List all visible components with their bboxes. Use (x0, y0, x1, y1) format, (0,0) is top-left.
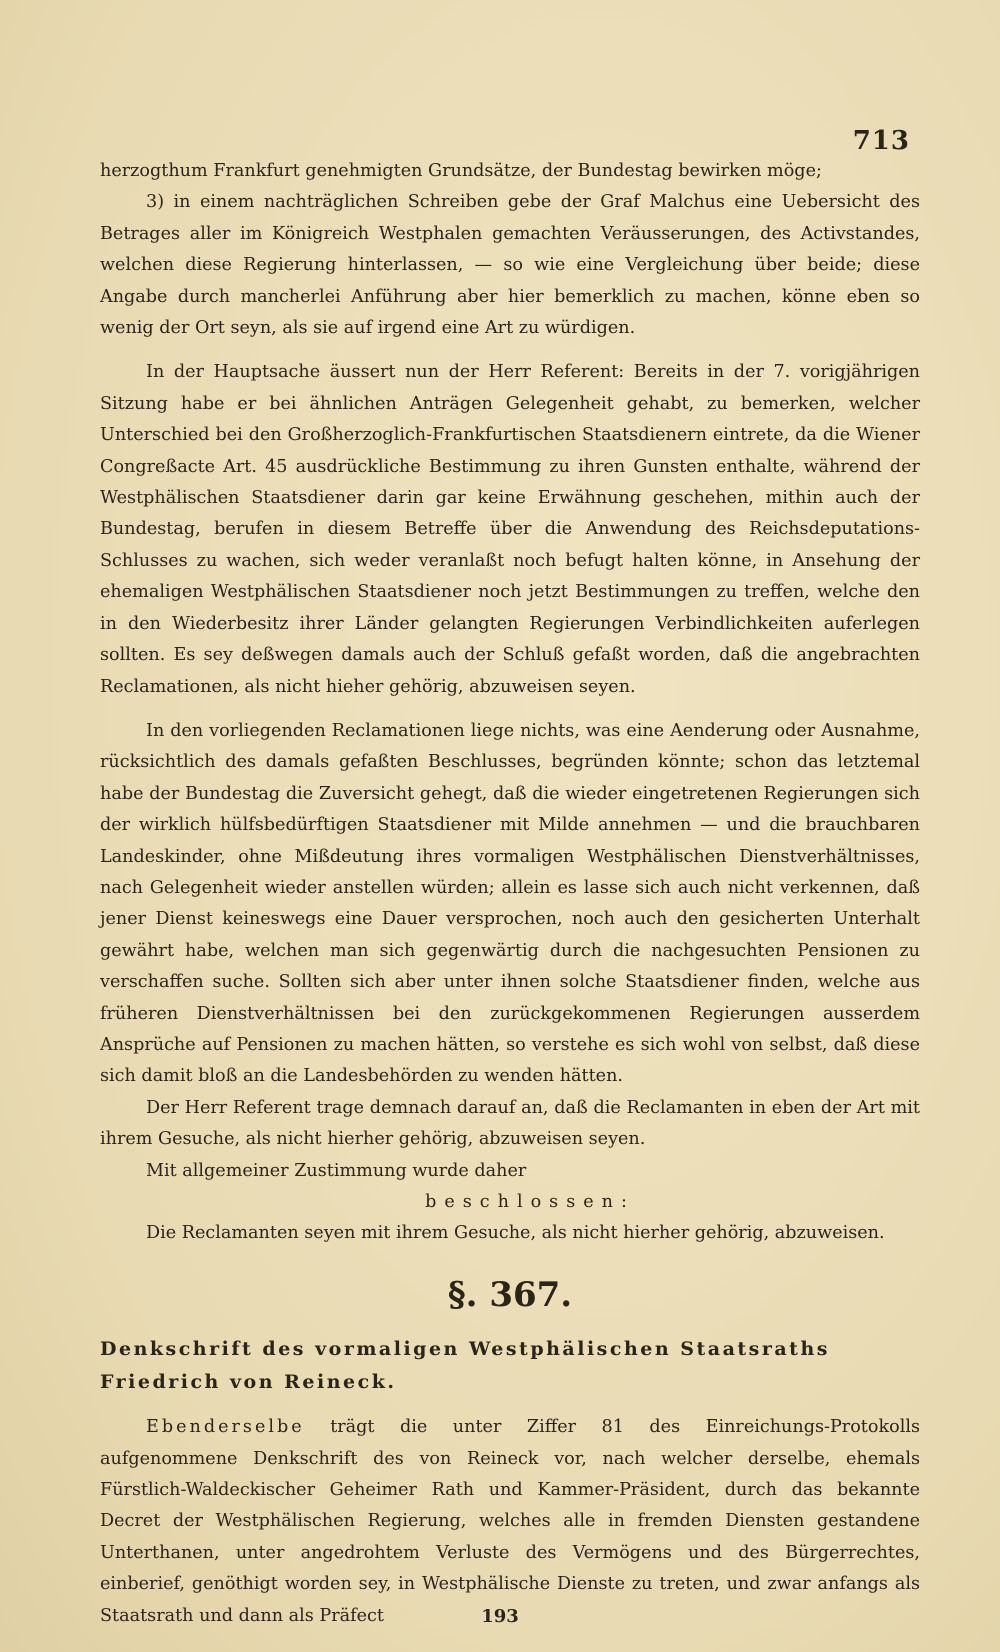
resolution-heading: beschlossen: (425, 1192, 635, 1212)
section-lead-word: Ebenderselbe (146, 1417, 305, 1438)
main-text (100, 156, 920, 1632)
section-number: §. 367. (447, 1274, 573, 1315)
paragraph-reclamations: In den vorliegenden Reclamationen liege nichts, was eine Aenderung oder Ausnahme, rücksichtlich des damals gefaßten Beschlusses, begründen könnte; schon das letztemal habe der Bundestag die Zuversicht gehegt, daß die wieder eingetretenen Regierungen sich der wirklich hülfsbedürftigen Staatsdiener mit Milde annehmen — und die brauchbaren Landeskinder, ohne Mißdeutung ihres vormaligen Westphälischen Dienstverhältnisses, nach Gelegenheit wieder anstellen würden; allein es lasse sich auch nicht verkennen, daß jener Dienst keineswegs eine Dauer versprochen, noch auch den gesicherten Unterhalt gewährt habe, welchen man sich gegenwärtig durch die nachgesuchten Pensionen zu verschaffen suche. Sollten sich aber unter ihnen solche Staatsdiener finden, welche aus früheren Dienstverhältnissen bei den zurückgekommenen Regierungen ausserdem Ansprüche auf Pensionen zu machen hätten, so verstehe es sich wohl von selbst, daß diese sich damit bloß an die Landesbehörden zu wenden hätten. (100, 720, 920, 1087)
paragraph-consent: Mit allgemeiner Zustimmung wurde daher (146, 1160, 527, 1181)
paragraph-resolution: Die Reclamanten seyen mit ihrem Gesuche, als nicht hierher gehörig, abzuweisen. (146, 1223, 885, 1244)
section-body (100, 1412, 920, 1632)
paragraph-main-point: In der Hauptsache äussert nun der Herr Referent: Bereits in der 7. vorigjährigen Sitzung habe er bei ähnlichen Anträgen Gelegenheit gehabt, zu bemerken, welcher Unterschied bei den Großherzoglich-Frankfurtischen Staatsdienern eintrete, da die Wiener Congreßacte Art. 45 ausdrückliche Bestimmung zu ihren Gunsten enthalte, während der Westphälischen Staatsdiener darin gar keine Erwähnung geschehen, mithin auch der Bundestag, berufen in diesem Betreffe über die Anwendung des Reichsdeputations-Schlusses zu wachen, sich weder veranlaßt noch befugt halten könne, in Ansehung der ehemaligen Westphälischen Staatsdiener noch jetzt Bestimmungen zu treffen, welche den in den Wiederbesitz ihrer Länder gelangten Regierungen Verbindlichkeiten auferlegen sollten. Es sey deßwegen damals auch der Schluß gefaßt worden, daß die angebrachten Reclamationen, als nicht hieher gehörig, abzuweisen seyen. (100, 362, 920, 697)
page-number: 713 (852, 126, 910, 156)
paragraph-item-3: 3) in einem nachträglichen Schreiben gebe der Graf Malchus eine Uebersicht des Betrages aller im Königreich Westphalen gemachten Veräusserungen, des Activstandes, welchen diese Regierung hinterlassen, — so wie eine Vergleichung über beide; diese Angabe durch mancherlei Anführung aber hier bemerklich zu machen, könne eben so wenig der Ort seyn, als sie auf irgend eine Art zu würdigen. (100, 192, 920, 339)
section-body-text: trägt die unter Ziffer 81 des Einreichungs-Protokolls aufgenommene Denkschrift des von Reineck vor, nach welcher derselbe, ehemals Fürstlich-Waldeckischer Geheimer Rath und Kammer-Präsident, durch das bekannte Decret der Westphälischen Regierung, welches alle in fremden Diensten gestandene Unterthanen, unter angedrohtem Verluste des Vermögens und des Bürgerrechtes, einberief, genöthigt worden sey, in Westphälische Dienste zu treten, und zwar anfangs als Staatsrath und dann als Präfect (100, 1417, 920, 1626)
printer-signature: 193 (481, 1606, 519, 1627)
paragraph-continuation: herzogthum Frankfurt genehmigten Grundsätze, der Bundestag bewirken möge; (100, 161, 822, 181)
paragraph-referent-motion: Der Herr Referent trage demnach darauf an, daß die Reclamanten in eben der Art mit ihrem Gesuche, als nicht hierher gehörig, abzuweisen seyen. (100, 1097, 920, 1150)
section-title: Denkschrift des vormaligen Westphälischen Staatsraths Friedrich von Reineck. (100, 1338, 830, 1394)
